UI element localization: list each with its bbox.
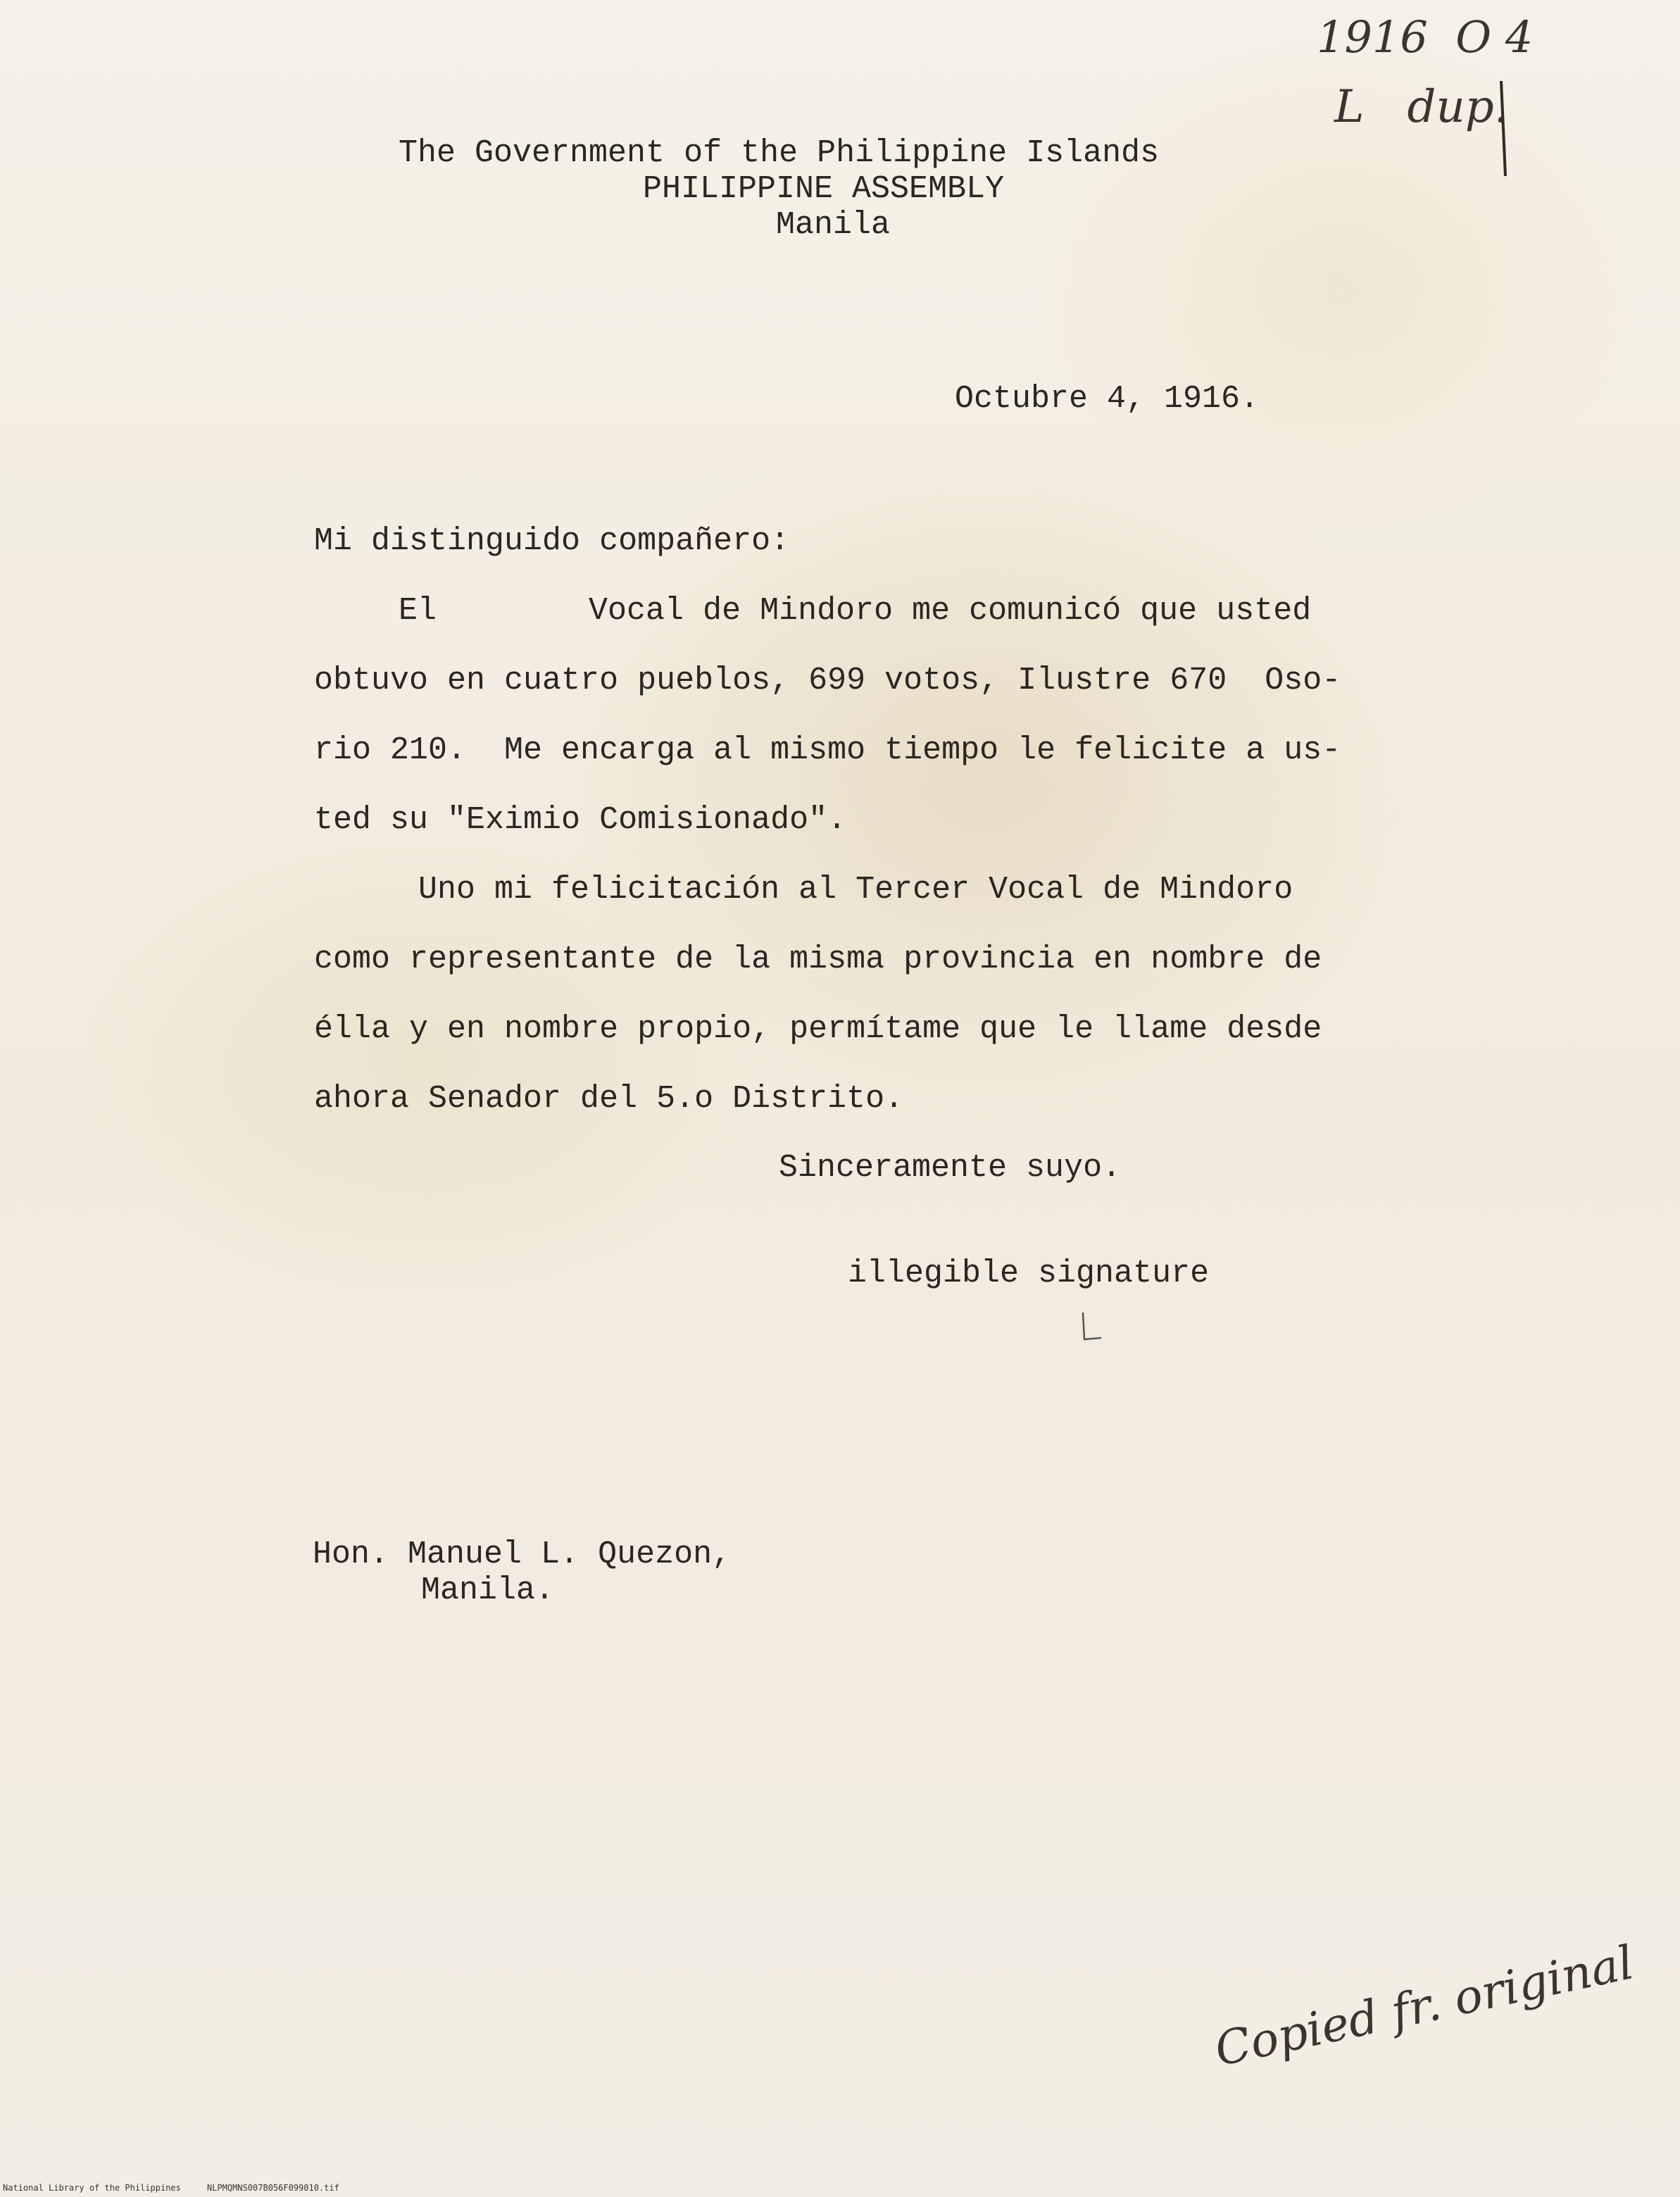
footer-library: National Library of the Philippines xyxy=(3,2183,181,2193)
addressee-name: Hon. Manuel L. Quezon, xyxy=(313,1536,732,1572)
handwritten-dup-note: L dup. xyxy=(1334,81,1509,133)
body-line: ahora Senador del 5.o Distrito. xyxy=(314,1081,904,1117)
letterhead-government: The Government of the Philippine Islands xyxy=(399,135,1160,171)
initial-mark xyxy=(1077,1310,1105,1345)
salutation: Mi distinguido compañero: xyxy=(314,523,790,559)
addressee-city: Manila. xyxy=(421,1572,555,1608)
body-line: como representante de la misma provincia en nombre de xyxy=(314,941,1322,977)
closing: Sinceramente suyo. xyxy=(779,1150,1122,1186)
handwritten-stroke-mark xyxy=(1493,77,1514,183)
letterhead-assembly: PHILIPPINE ASSEMBLY xyxy=(643,171,1005,207)
body-line: El Vocal de Mindoro me comunicó que usted xyxy=(399,593,1312,629)
body-line: ted su "Eximio Comisionado". xyxy=(314,802,847,838)
body-line: rio 210. Me encarga al mismo tiempo le felicite a us- xyxy=(314,732,1341,768)
body-line: Uno mi felicitación al Tercer Vocal de Mindoro xyxy=(418,872,1293,908)
letter-date: Octubre 4, 1916. xyxy=(955,381,1260,417)
handwritten-date-note: 1916 O 4 xyxy=(1317,11,1534,63)
body-line: élla y en nombre propio, permítame que le llame desde xyxy=(314,1011,1322,1047)
footer-file: NLPMQMNS007B056F099010.tif xyxy=(207,2183,339,2193)
body-line: obtuvo en cuatro pueblos, 699 votos, Ilustre 670 Oso- xyxy=(314,663,1341,699)
signature-note: illegible signature xyxy=(848,1256,1210,1291)
letterhead-city: Manila xyxy=(776,207,891,243)
handwritten-copied-note: Copied fr. original xyxy=(1210,1935,1638,2077)
